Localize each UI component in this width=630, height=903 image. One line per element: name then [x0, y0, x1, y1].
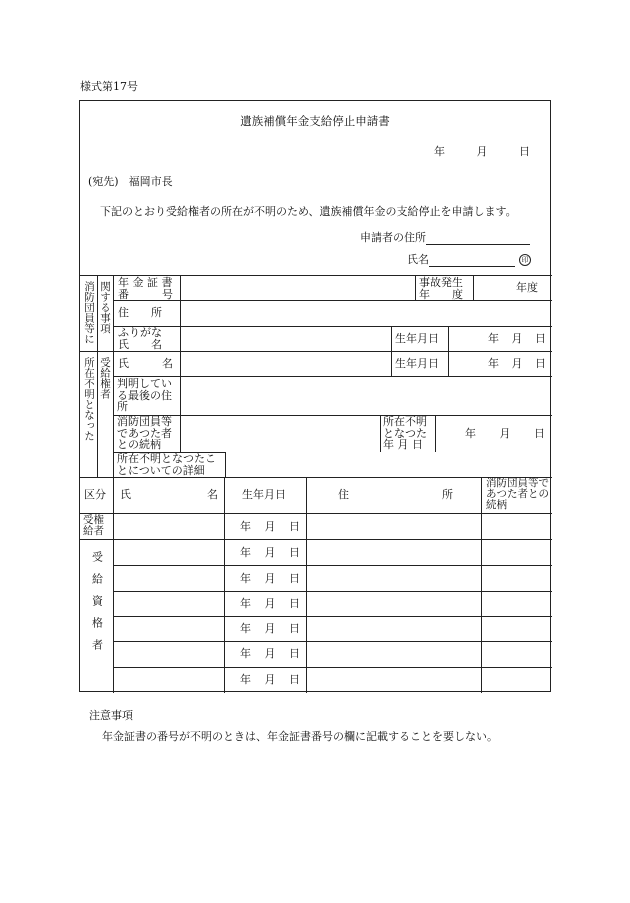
member-birth-date[interactable]: 年 月 日 — [488, 332, 546, 345]
form-grid — [80, 275, 550, 693]
row-date-5[interactable]: 年 月 日 — [240, 622, 300, 635]
cert-number-field[interactable] — [181, 276, 414, 299]
member-section-label-2: 関する事項 — [99, 281, 111, 334]
accident-year-label: 事故発生 年 度 — [419, 276, 463, 301]
application-form — [79, 100, 551, 692]
date-line — [406, 143, 530, 159]
relation-label: 消防団員等であつた者との続柄 — [117, 415, 172, 451]
statement: 下記のとおり受給権者の所在が不明のため、遺族補償年金の支給停止を申請します。 — [100, 205, 517, 218]
applicant-address-label: 申請者の住所 — [360, 231, 426, 244]
missing-details-field[interactable] — [226, 453, 551, 476]
date-month: 月 — [476, 145, 488, 158]
notes-body: 年金証書の番号が不明のときは、年金証書番号の欄に記載することを要しない。 — [102, 730, 498, 743]
member-name-field[interactable] — [181, 327, 390, 375]
row-date-6[interactable]: 年 月 日 — [240, 647, 300, 660]
addressee — [88, 173, 173, 189]
row-date-4[interactable]: 年 月 日 — [240, 597, 300, 610]
missing-details-label: 所在不明となつたことについての詳細 — [117, 452, 216, 477]
row-date-1[interactable]: 年 月 日 — [240, 520, 300, 533]
missing-name-label: 氏 名 — [118, 357, 173, 370]
missing-section-label-1: 所在不明となった — [83, 357, 95, 441]
applicant-name-label: 氏名 — [407, 253, 429, 266]
relation-header: 消防団員等であつた者との続柄 — [486, 477, 549, 511]
member-birth-label: 生年月日 — [395, 332, 439, 345]
last-address-label: 判明している最後の住所 — [117, 377, 172, 413]
row-date-7[interactable]: 年 月 日 — [240, 673, 300, 686]
applicant-address-field[interactable] — [426, 232, 530, 245]
date-year: 年 — [434, 145, 445, 158]
member-section-label-1: 消防団員等に — [83, 281, 95, 344]
category-header: 区分 — [84, 488, 106, 501]
form-header — [80, 101, 550, 275]
missing-date[interactable]: 年 月 日 — [465, 427, 545, 440]
applicant-name — [407, 251, 531, 267]
member-address-label: 住 所 — [118, 306, 162, 319]
address-header: 住 所 — [338, 488, 453, 501]
addressee-label: (宛先) — [88, 175, 119, 188]
birth-header: 生年月日 — [242, 488, 286, 501]
qualified-label: 受給資格者 — [90, 551, 104, 661]
cert-number-label: 年 金 証 書 番 号 — [118, 276, 173, 301]
member-address-field[interactable] — [181, 301, 551, 325]
notes-heading: 注意事項 — [89, 709, 133, 722]
member-furigana-label: ふりがな 氏 名 — [118, 326, 162, 351]
last-address-field[interactable] — [181, 377, 551, 414]
seal-icon: 印 — [519, 254, 531, 266]
date-day: 日 — [519, 145, 530, 158]
addressee-name: 福岡市長 — [128, 175, 173, 188]
accident-year-value[interactable]: 年度 — [516, 281, 538, 294]
applicant-name-field[interactable] — [429, 254, 515, 267]
form-number: 様式第17号 — [80, 80, 138, 93]
form-title: 遺族補償年金支給停止申請書 — [240, 114, 390, 128]
name-header: 氏 名 — [120, 488, 218, 501]
missing-date-label: 所在不明となつた年 月 日 — [383, 415, 427, 451]
missing-birth-label: 生年月日 — [395, 357, 439, 370]
row-date-3[interactable]: 年 月 日 — [240, 572, 300, 585]
row-date-2[interactable]: 年 月 日 — [240, 546, 300, 559]
missing-birth-date[interactable]: 年 月 日 — [488, 357, 546, 370]
applicant-address — [360, 229, 530, 245]
missing-section-label-2: 受給権者 — [99, 357, 111, 399]
recipient-label: 受権給者 — [83, 514, 104, 537]
